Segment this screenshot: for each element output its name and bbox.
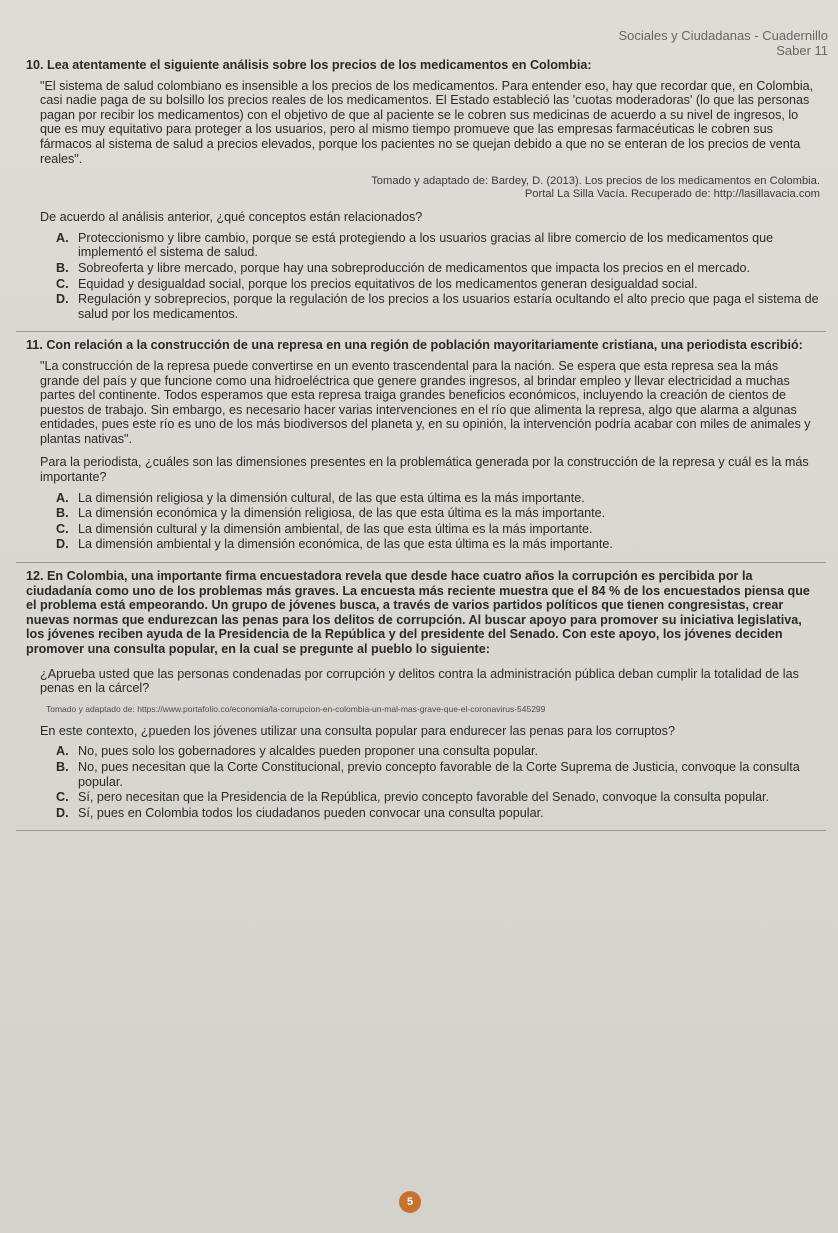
q12-source: Tomado y adaptado de: https://www.portafolio.co/economia/la-corrupcion-en-colombia-un-mal-mas-grave-que-el-coronavirus-545299 — [46, 703, 546, 714]
q10-question: De acuerdo al análisis anterior, ¿qué conceptos están relacionados? — [40, 210, 423, 225]
q10-source: Tomado y adaptado de: Bardey, D. (2013). Los precios de los medicamentos en Colombia. Portal La Silla Vacía. Recuperado de: http://lasillavacia.com — [371, 175, 820, 201]
q12-option-d[interactable]: D. Sí, pues en Colombia todos los ciudadanos pueden convocar una consulta popular. — [56, 805, 544, 820]
q12-options — [56, 744, 820, 820]
q11-quote: "La construcción de la represa puede convertirse en un evento trascendental para la nación. Se espera que esta represa sea la más grande del país y que funcione como una hidroeléctrica que genere grandes ingresos, al brindar empleo y llevar electricidad a muchas partes del continente. Todos esperamos que esta represa traiga grandes beneficios económicos, incluyendo la creación de cientos de puestos de trabajo. Sin embargo, es necesario hacer varias intervenciones en el río que alimenta la represa, algo que alarma a algunas entidades, pues este río es uno de los más biodiversos del planeta y, en su opinión, la intervención podría acabar con miles de animales y plantas nativas". — [40, 358, 811, 446]
question-12 — [26, 569, 820, 820]
q12-prompt: 12. En Colombia, una importante firma encuestadora revela que desde hace cuatro años la corrupción es percibida por la ciudadanía como uno de los problemas más graves. La encuesta más reciente muestra que el 84 % de los encuestados piensa que el problema está empeorando. Un grupo de jóvenes busca, a través de varios partidos políticos que tienen congresistas, crear nuevas normas que endurezcan las penas para los delitos de corrupción. Al buscar apoyo para promover su iniciativa legislativa, los jóvenes reciben ayuda de la Presidencia de la República y del presidente del Senado. Con este apoyo, los jóvenes deciden promover una consulta popular, en la cual se pregunte al pueblo lo siguiente: — [26, 569, 810, 656]
q11-option-d[interactable]: D. La dimensión ambiental y la dimensión económica, de las que esta última es la más importante. — [56, 537, 613, 552]
header-subject: Sociales y Ciudadanas - Cuadernillo — [618, 28, 828, 43]
divider — [16, 331, 826, 332]
q11-question: Para la periodista, ¿cuáles son las dimensiones presentes en la problemática generada por la construcción de la represa y cuál es la más importante? — [40, 455, 809, 485]
q12-consulta: ¿Aprueba usted que las personas condenadas por corrupción y delitos contra la administración pública deban cumplir la totalidad de las penas en la cárcel? — [40, 666, 799, 696]
header-series: Saber 11 — [776, 43, 828, 58]
question-11 — [26, 338, 820, 552]
divider — [16, 830, 826, 831]
q10-option-b[interactable]: B. Sobreoferta y libre mercado, porque hay una sobreproducción de medicamentos que impacta los precios en el mercado. — [56, 260, 751, 275]
page-number: 5 — [399, 1191, 421, 1213]
q10-quote: "El sistema de salud colombiano es insensible a los precios de los medicamentos. Para entender eso, hay que recordar que, en Colombia, casi nadie paga de su bolsillo los precios reales de los medicamentos. El Estado estableció las 'cuotas moderadoras' (lo que las personas pagan por recibir los medicamentos) con el objetivo de que al paciente se le cobren sus medicinas de acuerdo a su nivel de ingresos, lo que es muy equitativo para proteger a los usuarios, pero al mismo tiempo promueve que las empresas farmacéuticas le cobren sus fármacos al sistema de salud a precios elevados, porque los pacientes no se quejan debido a que no se enteran de los precios de venta reales". — [40, 78, 814, 166]
q12-option-c[interactable]: C. Sí, pero necesitan que la Presidencia de la República, previo concepto favorable del Senado, convoque la consulta popular. — [56, 790, 770, 805]
question-10 — [26, 58, 820, 321]
q10-option-c[interactable]: C. Equidad y desigualdad social, porque los precios equitativos de los medicamentos generan desigualdad social. — [56, 276, 698, 291]
q12-option-a[interactable]: A. No, pues solo los gobernadores y alcaldes pueden proponer una consulta popular. — [56, 744, 538, 759]
q11-option-b[interactable]: B. La dimensión económica y la dimensión religiosa, de las que esta última es la más importante. — [56, 506, 606, 521]
q12-option-b[interactable]: B. No, pues necesitan que la Corte Constitucional, previo concepto favorable de la Corte Suprema de Justicia, convoque la consulta popular. — [56, 759, 800, 789]
q11-options — [56, 491, 820, 552]
q11-prompt: 11. Con relación a la construcción de una represa en una región de población mayoritariamente cristiana, una periodista escribió: — [26, 338, 803, 353]
divider — [16, 562, 826, 563]
q11-option-c[interactable]: C. La dimensión cultural y la dimensión ambiental, de las que esta última es la más importante. — [56, 521, 593, 536]
q10-prompt: 10. Lea atentamente el siguiente análisis sobre los precios de los medicamentos en Colombia: — [26, 58, 592, 72]
page-header — [26, 28, 828, 58]
q10-option-d[interactable]: D. Regulación y sobreprecios, porque la regulación de los precios a los usuarios estaría ocultando el alto precio que paga el sistema de salud por los medicamentos. — [56, 292, 819, 321]
q10-options — [56, 231, 820, 322]
q11-option-a[interactable]: A. La dimensión religiosa y la dimensión cultural, de las que esta última es la más importante. — [56, 490, 585, 505]
q12-question: En este contexto, ¿pueden los jóvenes utilizar una consulta popular para endurecer las penas para los corruptos? — [40, 723, 675, 738]
q10-option-a[interactable]: A. Proteccionismo y libre cambio, porque se está protegiendo a los usuarios gracias al libre comercio de los medicamentos que implementó el sistema de salud. — [56, 230, 774, 260]
